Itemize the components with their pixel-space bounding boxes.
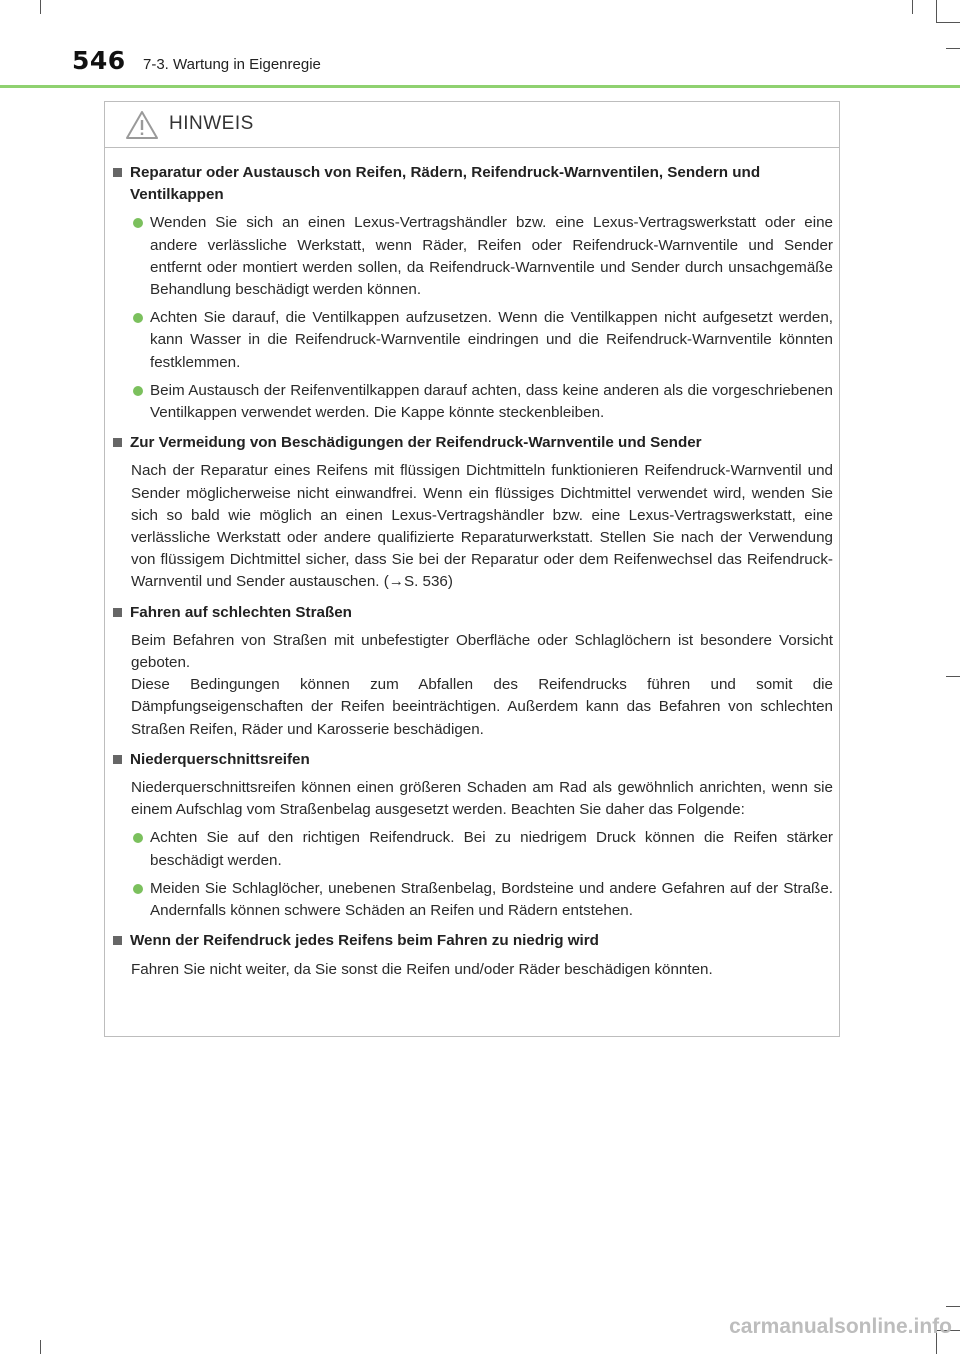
header-rule [0,85,960,88]
notice-box [104,101,840,1037]
round-bullet-icon [133,386,143,396]
square-bullet-icon [113,438,122,447]
crop-mark [946,48,960,49]
list-item: Achten Sie auf den richtigen Reifendruck. Bei zu niedrigem Druck können die Reifen stärker beschädigt werden. [113,827,833,871]
chapter-title: 7-3. Wartung in Eigenregie [143,56,321,73]
square-bullet-icon [113,168,122,177]
crop-mark [40,0,41,14]
list-item: Beim Austausch der Reifenventilkappen darauf achten, dass keine anderen als die vorgeschriebenen Ventilkappen verwendet werden. Die Kappe könnte steckenbleiben. [113,380,833,424]
round-bullet-icon [133,833,143,843]
section-repair [113,162,833,424]
crop-mark [40,1340,41,1354]
list-item: Wenden Sie sich an einen Lexus-Vertragshändler bzw. eine Lexus-Vertragswerkstatt oder eine andere verlässliche Werkstatt, wenn Räder, Reifen oder Reifendruck-Warnventile und Sender entfernt oder montiert werden sollen, da Reifendruck-Warnventile und Sender durch unsachgemäße Behandlung beschädigt werden können. [113,212,833,301]
section-body: Fahren Sie nicht weiter, da Sie sonst die Reifen und/oder Räder beschädigen könnten. [131,960,713,978]
notice-content [113,162,833,989]
section-damage-prevention [113,432,833,593]
crop-mark [946,1306,960,1307]
section-body: Niederquerschnittsreifen können einen größeren Schaden am Rad als gewöhnlich anrichten, wenn sie einem Aufschlag vom Straßenbelag ausgesetzt werden. Beachten Sie daher das Folgende: [131,779,833,819]
section-low-pressure [113,930,833,980]
round-bullet-icon [133,884,143,894]
square-bullet-icon [113,755,122,764]
list-item: Achten Sie darauf, die Ventilkappen aufzusetzen. Wenn die Ventilkappen nicht aufgesetzt werden, kann Wasser in die Reifendruck-Warnventile eindringen und die Reifendruck-Warnventile könnten festklemmen. [113,307,833,374]
crop-mark [936,22,960,23]
section-low-profile-tires [113,749,833,922]
section-title: Wenn der Reifendruck jedes Reifens beim Fahren zu niedrig wird [130,932,599,950]
section-title: Niederquerschnittsreifen [130,750,310,768]
section-title: Reparatur oder Austausch von Reifen, Rädern, Reifendruck-Warnventilen, Sendern und Ventilkappen [130,164,761,204]
section-title: Fahren auf schlechten Straßen [130,603,352,621]
section-body: Beim Befahren von Straßen mit unbefestigter Oberfläche oder Schlaglöchern ist besondere Vorsicht geboten. Diese Bedingungen können zum Abfallen des Reifendrucks führen und somit die Dämpfungseigenschaften der Reifen beeinträchtigen. Außerdem kann das Befahren von schlechten Straßen Reifen, Räder und Karosserie beschädigen. [131,631,833,738]
crop-mark [936,0,937,22]
section-title: Zur Vermeidung von Beschädigungen der Reifendruck-Warnventile und Sender [130,434,702,452]
notice-header [105,102,839,148]
section-body: Nach der Reparatur eines Reifens mit flüssigen Dichtmitteln funktionieren Reifendruck-Warnventil und Sender möglicherweise nicht einwandfrei. Wenn ein flüssiges Dichtmittel verwendet wird, wenden Sie sich so bald wie möglich an einen Lexus-Vertragshändler bzw. eine Lexus-Vertragswerkstatt, eine verlässliche Werkstatt oder andere qualifizierte Reparaturwerkstatt. Stellen Sie nach der Verwendung von flüssigem Dichtmittel sicher, dass Sie bei der Reparatur oder dem Reifenwechsel das Reifendruck-Warnventil und Sender austauschen. (→S. 536) [131,462,833,591]
square-bullet-icon [113,936,122,945]
list-item: Meiden Sie Schlaglöcher, unebenen Straßenbelag, Bordsteine und andere Gefahren auf der Straße. Andernfalls können schwere Schäden an Reifen und Rädern entstehen. [113,878,833,922]
notice-title: HINWEIS [169,113,254,134]
watermark-logo: carmanualsonline.info [729,1315,952,1338]
section-bad-roads [113,602,833,741]
round-bullet-icon [133,218,143,228]
warning-triangle-icon [125,110,159,140]
round-bullet-icon [133,313,143,323]
crop-mark [912,0,913,14]
square-bullet-icon [113,608,122,617]
crop-mark [946,676,960,677]
page-number: 546 [72,46,126,75]
